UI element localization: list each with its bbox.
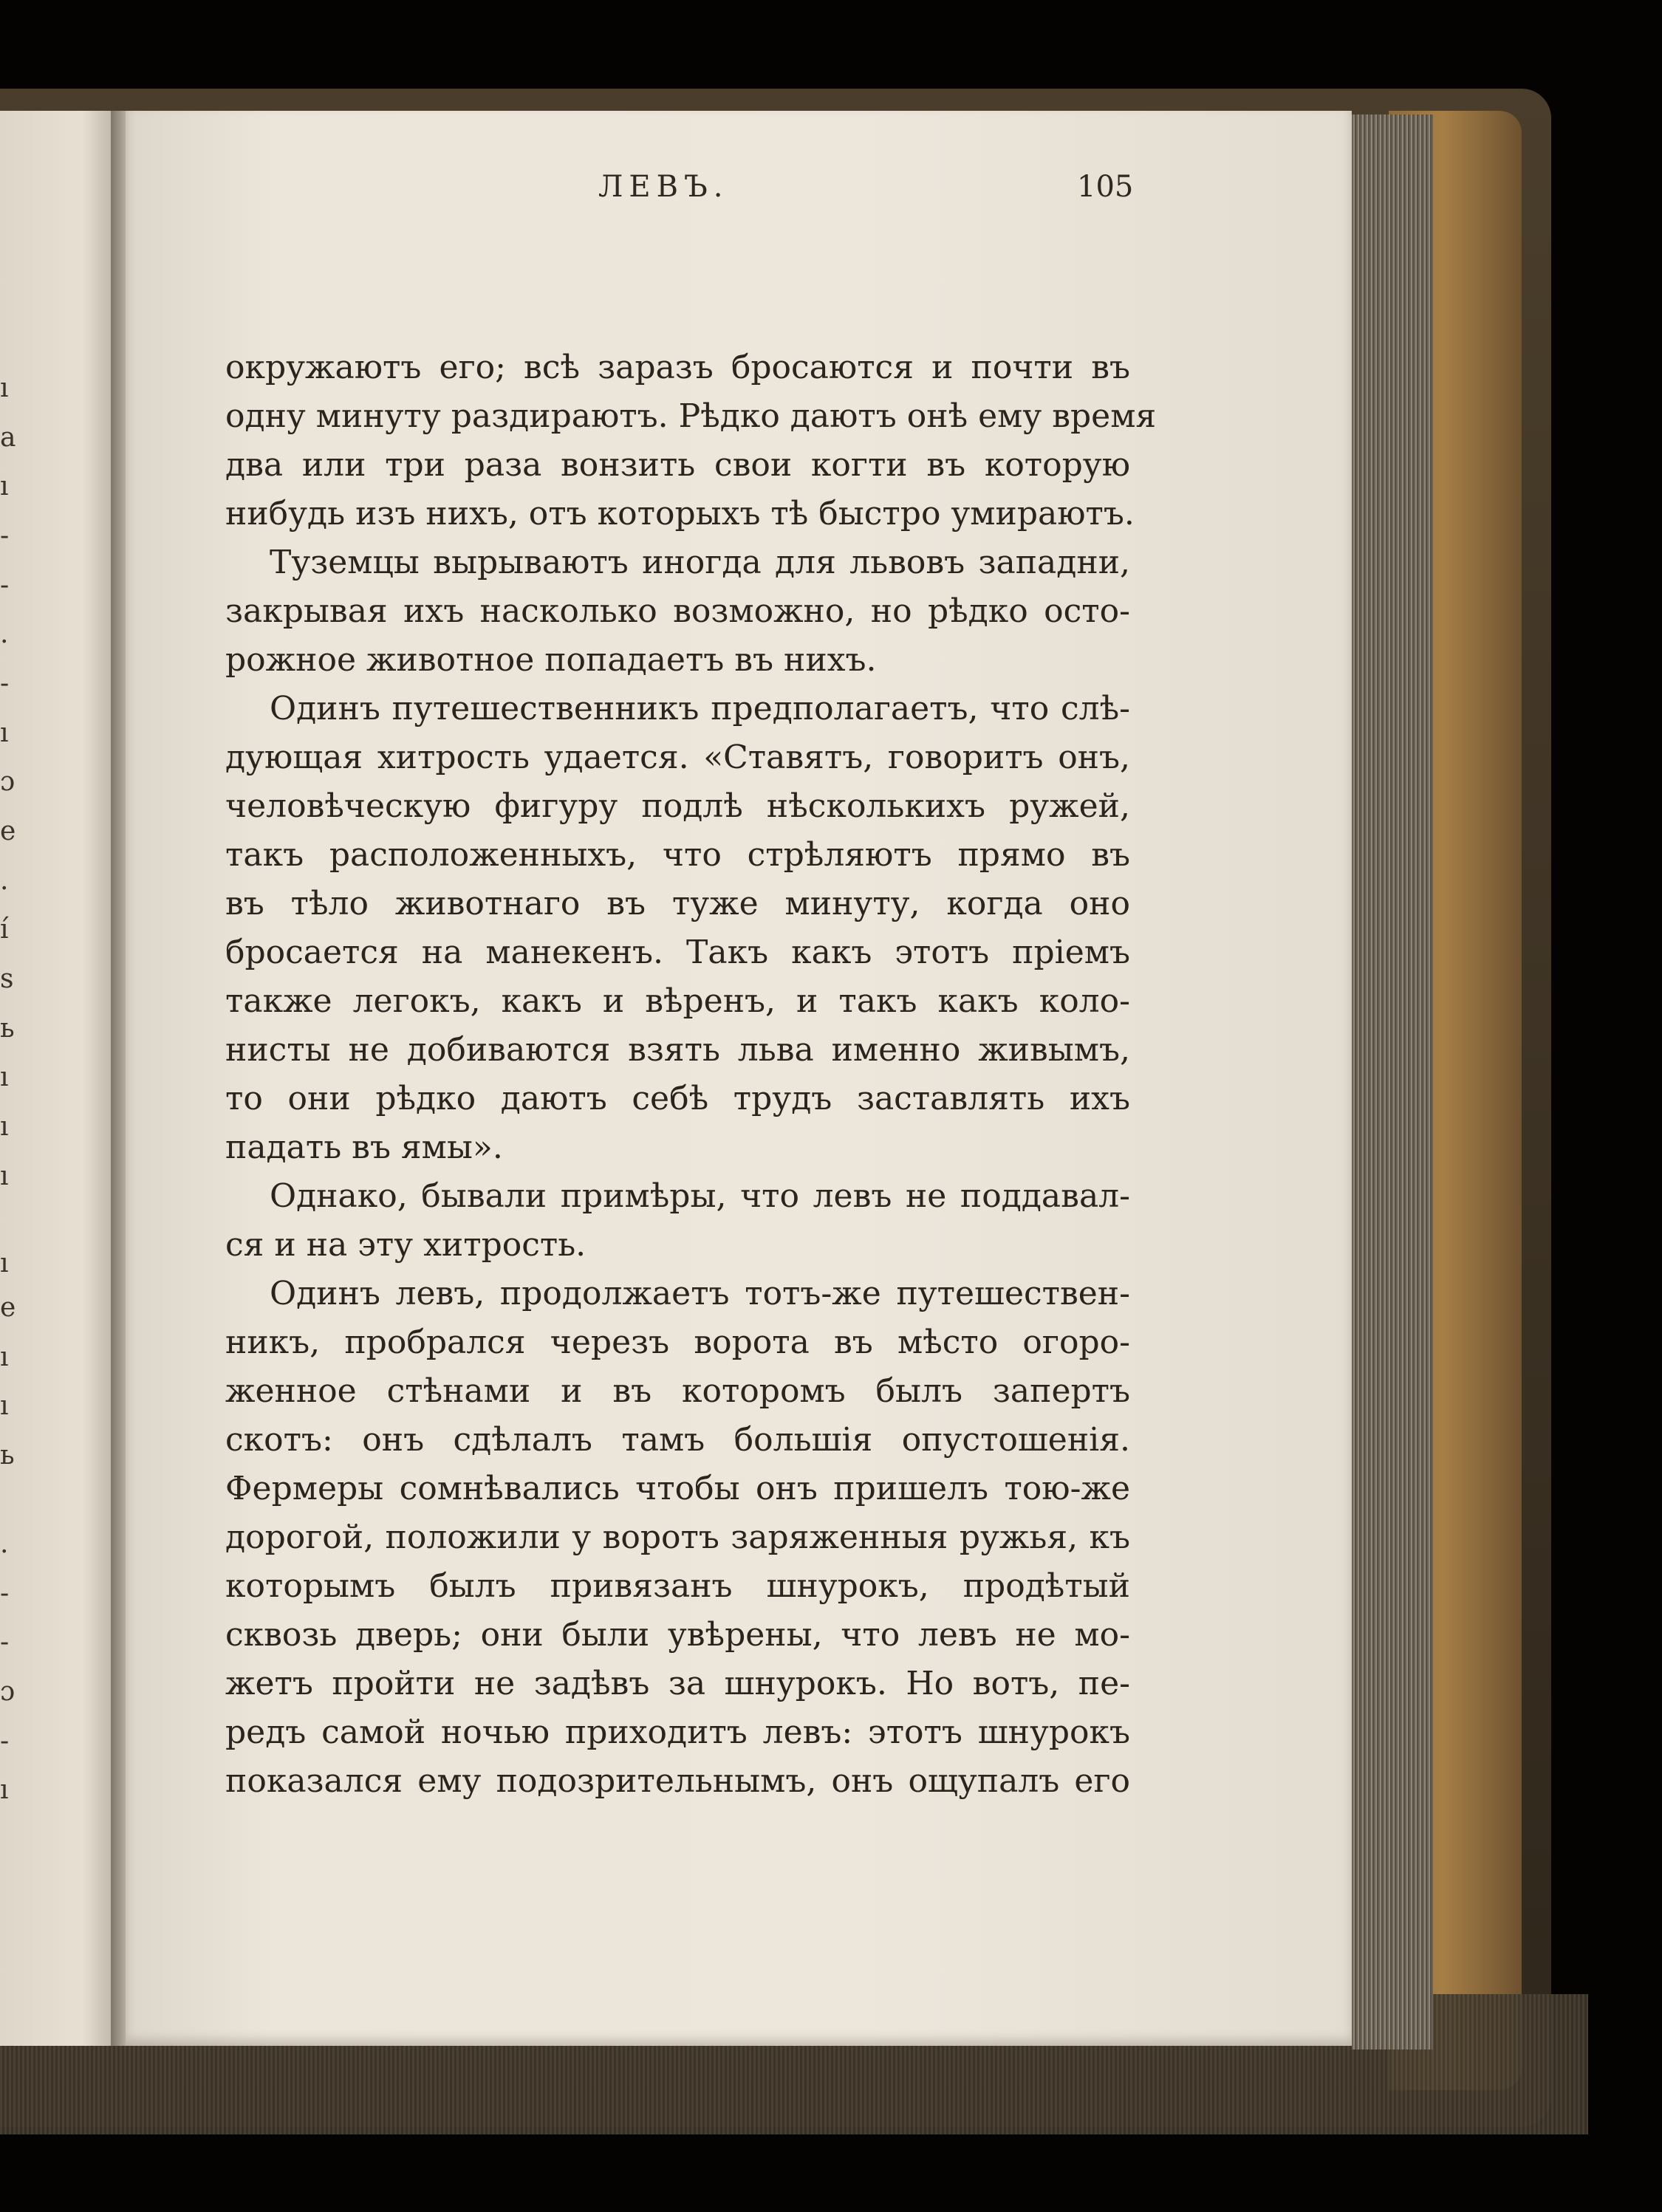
left-page-glyph: ı — [0, 1391, 9, 1421]
left-page-glyph: ɔ — [0, 767, 16, 797]
text-line: закрывая ихъ насколько возможно, но рѣдко осто- — [225, 592, 1130, 630]
text-line: то они рѣдко даютъ себѣ трудъ заставлять ихъ — [225, 1080, 1130, 1117]
text-line: такъ расположенныхъ, что стрѣляютъ прямо въ — [225, 836, 1130, 874]
left-page-glyph: - — [0, 668, 10, 699]
left-page-glyph: ı — [0, 1775, 9, 1805]
left-page-glyph: e — [0, 816, 16, 846]
left-page-glyph: ь — [0, 1013, 15, 1044]
text-line: Фермеры сомнѣвались чтобы онъ пришелъ тою-же — [225, 1470, 1130, 1507]
text-line: въ тѣло животнаго въ туже минуту, когда оно — [225, 885, 1130, 922]
left-page-glyph: ı — [0, 1248, 9, 1278]
left-page-glyph: e — [0, 1292, 16, 1323]
text-line: Однако, бывали примѣры, что левъ не поддавал- — [270, 1177, 1130, 1215]
left-page-glyph: . — [0, 866, 9, 896]
text-line: женное стѣнами и въ которомъ былъ запертъ — [225, 1372, 1130, 1410]
text-line: бросается на манекенъ. Такъ какъ этотъ пріемъ — [225, 934, 1130, 971]
left-page-glyph: - — [0, 1578, 10, 1609]
text-line: редъ самой ночью приходитъ левъ: этотъ шнурокъ — [225, 1713, 1130, 1751]
left-page-edge — [0, 111, 118, 2046]
text-line: показался ему подозрительнымъ, онъ ощупалъ его — [225, 1762, 1130, 1800]
text-line: Туземцы вырываютъ иногда для львовъ западни, — [270, 544, 1130, 581]
text-line: дорогой, положили у воротъ заряженныя ружья, къ — [225, 1518, 1130, 1556]
page-fore-edge — [1352, 114, 1433, 2050]
left-page-glyph: - — [0, 570, 10, 600]
left-page-glyph: ı — [0, 718, 9, 748]
left-page-glyph: ı — [0, 1112, 9, 1142]
text-line: рожное животное попадаетъ въ нихъ. — [225, 641, 877, 679]
left-page-glyph: ı — [0, 1342, 9, 1372]
text-line: ся и на эту хитрость. — [225, 1226, 587, 1264]
text-line: также легокъ, какъ и вѣренъ, и такъ какъ коло- — [225, 982, 1130, 1020]
left-page-glyph: í — [0, 914, 9, 945]
text-line: сквозь дверь; они были увѣрены, что левъ не мо- — [225, 1616, 1130, 1654]
text-line: жетъ пройти не задѣвъ за шнурокъ. Но вотъ, пе- — [225, 1665, 1130, 1702]
left-page-glyph: ı — [0, 1161, 9, 1191]
text-line: человѣческую фигуру подлѣ нѣсколькихъ ружей, — [225, 787, 1130, 825]
text-line: никъ, пробрался черезъ ворота въ мѣсто огоро- — [225, 1324, 1130, 1361]
left-page-glyph: ь — [0, 1440, 15, 1470]
left-page-glyph: - — [0, 1627, 10, 1657]
left-page-glyph: ɔ — [0, 1677, 16, 1707]
left-page-glyph: ı — [0, 373, 9, 403]
text-line: одну минуту раздираютъ. Рѣдко даютъ онѣ ему время — [225, 397, 1157, 435]
text-line: Одинъ левъ, продолжаетъ тотъ-же путешествен- — [270, 1275, 1130, 1312]
text-line: скотъ: онъ сдѣлалъ тамъ большія опустошенія. — [225, 1421, 1130, 1459]
left-page-glyph: ı — [0, 471, 9, 501]
text-line: дующая хитрость удается. «Ставятъ, говоритъ онъ, — [225, 739, 1130, 776]
text-line: окружаютъ его; всѣ заразъ бросаются и почти въ — [225, 349, 1130, 386]
page-number: 105 — [1077, 170, 1134, 204]
text-line: нисты не добиваются взять льва именно живымъ, — [225, 1031, 1130, 1069]
body-text — [225, 343, 1157, 1806]
text-line: которымъ былъ привязанъ шнурокъ, продѣтый — [225, 1567, 1130, 1605]
left-page-glyph: s — [0, 964, 14, 994]
running-title: ЛЕВЪ. — [598, 170, 729, 204]
left-page-glyph: ı — [0, 1062, 9, 1092]
text-line: Одинъ путешественникъ предполагаетъ, что слѣ- — [270, 690, 1130, 727]
text-line: два или три раза вонзить свои когти въ которую — [225, 446, 1130, 484]
text-line: падать въ ямы». — [225, 1129, 503, 1166]
left-page-glyph: . — [0, 619, 9, 649]
text-line: нибудь изъ нихъ, отъ которыхъ тѣ быстро умираютъ. — [225, 495, 1135, 533]
left-page-glyph: a — [0, 422, 16, 453]
left-page-glyph: . — [0, 1529, 9, 1559]
left-page-glyph: - — [0, 1726, 10, 1756]
left-page-glyph: - — [0, 521, 10, 551]
